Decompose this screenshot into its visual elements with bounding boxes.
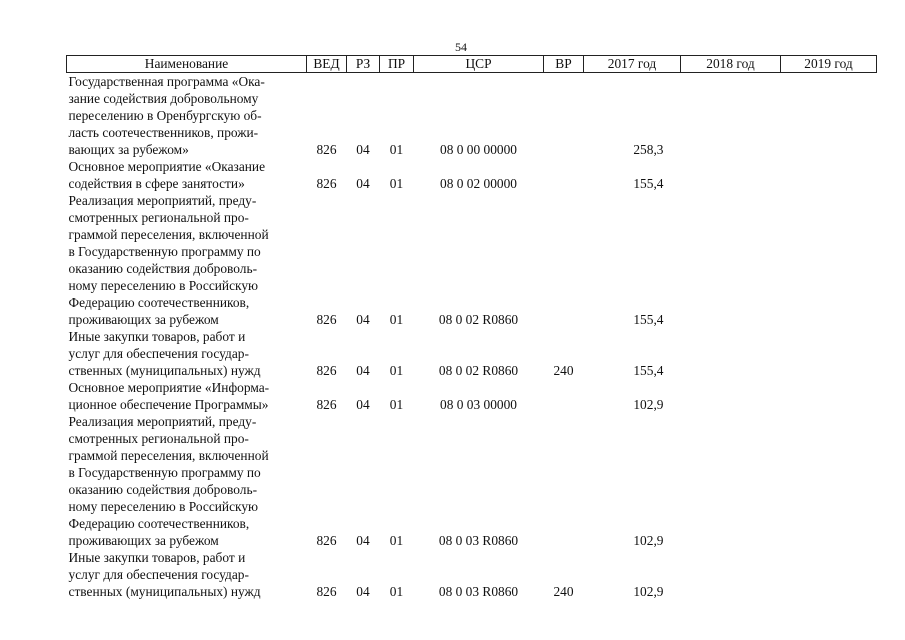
- cell-name: [67, 549, 307, 600]
- cell-pr: 01: [389, 312, 404, 327]
- name-line: Основное мероприятие «Оказание: [68, 159, 266, 174]
- cell-2018: [681, 328, 781, 379]
- cell-2018: [681, 379, 781, 413]
- name-line: зание содействия добровольному: [68, 91, 259, 106]
- cell-rz: 04: [356, 142, 370, 157]
- name-line: Федерацию соотечественников,: [68, 516, 250, 531]
- budget-table: [66, 55, 877, 600]
- name-line: Государственная программа «Ока-: [68, 74, 265, 89]
- name-line: Федерацию соотечественников,: [68, 295, 250, 310]
- cell-2017: 102,9: [633, 584, 664, 599]
- name-line: в Государственную программу по: [68, 244, 261, 259]
- cell-name: [67, 158, 307, 192]
- cell-rz: 04: [356, 176, 370, 191]
- cell-csr: 08 0 03 R0860: [438, 533, 519, 548]
- cell-rz: 04: [356, 312, 370, 327]
- cell-csr: 08 0 02 00000: [440, 176, 517, 191]
- cell-2018: [681, 192, 781, 328]
- cell-pr: 01: [389, 533, 404, 548]
- name-line: Иные закупки товаров, работ и: [68, 329, 246, 344]
- cell-vr: [544, 413, 584, 549]
- cell-ved: 826: [316, 533, 337, 548]
- name-line: переселению в Оренбургскую об-: [68, 108, 262, 123]
- cell-vr: [544, 73, 584, 159]
- name-line: проживающих за рубежом: [68, 533, 219, 548]
- cell-2019: [781, 192, 877, 328]
- table-row: [67, 549, 877, 600]
- table-header: [67, 56, 877, 73]
- cell-2018: [681, 413, 781, 549]
- table-row: [67, 158, 877, 192]
- cell-2019: [781, 328, 877, 379]
- name-line: ному переселению в Российскую: [68, 499, 259, 514]
- name-line: ственных (муниципальных) нужд: [68, 363, 261, 378]
- cell-csr: 08 0 02 R0860: [438, 363, 519, 378]
- table-row: [67, 192, 877, 328]
- cell-name: [67, 73, 307, 159]
- header-2019: 2019 год: [781, 56, 877, 73]
- cell-2017: 102,9: [633, 397, 664, 412]
- name-line: граммой переселения, включенной: [68, 448, 269, 463]
- cell-rz: 04: [356, 397, 370, 412]
- cell-2019: [781, 413, 877, 549]
- name-line: ному переселению в Российскую: [68, 278, 259, 293]
- cell-pr: 01: [389, 142, 404, 157]
- cell-ved: 826: [316, 584, 337, 599]
- cell-2019: [781, 549, 877, 600]
- cell-rz: 04: [356, 533, 370, 548]
- name-line: смотренных региональной про-: [68, 431, 249, 446]
- name-line: Реализация мероприятий, преду-: [68, 414, 257, 429]
- cell-2018: [681, 549, 781, 600]
- name-line: смотренных региональной про-: [68, 210, 249, 225]
- table-row: [67, 379, 877, 413]
- cell-2019: [781, 379, 877, 413]
- cell-2017: 155,4: [633, 363, 664, 378]
- name-line: вающих за рубежом»: [68, 142, 189, 157]
- cell-pr: 01: [389, 176, 404, 191]
- cell-2017: 155,4: [633, 176, 664, 191]
- cell-rz: 04: [356, 363, 370, 378]
- cell-rz: 04: [356, 584, 370, 599]
- name-line: граммой переселения, включенной: [68, 227, 269, 242]
- cell-pr: 01: [389, 363, 404, 378]
- cell-ved: 826: [316, 397, 337, 412]
- name-line: оказанию содействия доброволь-: [68, 261, 258, 276]
- cell-csr: 08 0 02 R0860: [438, 312, 519, 327]
- cell-2017: 155,4: [633, 312, 664, 327]
- name-line: ласть соотечественников, прожи-: [68, 125, 259, 140]
- cell-pr: 01: [389, 397, 404, 412]
- cell-pr: 01: [389, 584, 404, 599]
- cell-name: [67, 379, 307, 413]
- cell-vr: [544, 158, 584, 192]
- header-vr: ВР: [544, 56, 584, 73]
- name-line: Иные закупки товаров, работ и: [68, 550, 246, 565]
- cell-2017: 258,3: [633, 142, 664, 157]
- cell-name: [67, 328, 307, 379]
- cell-2019: [781, 73, 877, 159]
- table-row: [67, 413, 877, 549]
- header-2017: 2017 год: [584, 56, 681, 73]
- cell-2018: [681, 73, 781, 159]
- cell-name: [67, 192, 307, 328]
- table-row: [67, 328, 877, 379]
- cell-2019: [781, 158, 877, 192]
- table-body: [67, 73, 877, 601]
- page-number: 54: [455, 40, 467, 54]
- cell-csr: 08 0 00 00000: [440, 142, 517, 157]
- table-row: [67, 73, 877, 159]
- cell-2017: 102,9: [633, 533, 664, 548]
- header-row: [67, 56, 877, 73]
- name-line: ционное обеспечение Программы»: [68, 397, 269, 412]
- cell-vr: [544, 192, 584, 328]
- cell-vr: 240: [553, 363, 574, 378]
- header-csr: ЦСР: [414, 56, 544, 73]
- name-line: услуг для обеспечения государ-: [68, 567, 249, 582]
- header-pr: ПР: [380, 56, 414, 73]
- cell-ved: 826: [316, 142, 337, 157]
- header-name: Наименование: [67, 56, 307, 73]
- cell-ved: 826: [316, 312, 337, 327]
- cell-vr: 240: [553, 584, 574, 599]
- cell-vr: [544, 379, 584, 413]
- name-line: оказанию содействия доброволь-: [68, 482, 258, 497]
- cell-csr: 08 0 03 R0860: [438, 584, 519, 599]
- name-line: проживающих за рубежом: [68, 312, 219, 327]
- name-line: содействия в сфере занятости»: [68, 176, 245, 191]
- cell-2018: [681, 158, 781, 192]
- name-line: услуг для обеспечения государ-: [68, 346, 249, 361]
- name-line: Реализация мероприятий, преду-: [68, 193, 257, 208]
- name-line: в Государственную программу по: [68, 465, 261, 480]
- name-line: Основное мероприятие «Информа-: [68, 380, 270, 395]
- cell-ved: 826: [316, 176, 337, 191]
- header-2018: 2018 год: [681, 56, 781, 73]
- name-line: ственных (муниципальных) нужд: [68, 584, 261, 599]
- cell-csr: 08 0 03 00000: [440, 397, 517, 412]
- header-ved: ВЕД: [307, 56, 347, 73]
- cell-name: [67, 413, 307, 549]
- header-rz: РЗ: [347, 56, 380, 73]
- cell-ved: 826: [316, 363, 337, 378]
